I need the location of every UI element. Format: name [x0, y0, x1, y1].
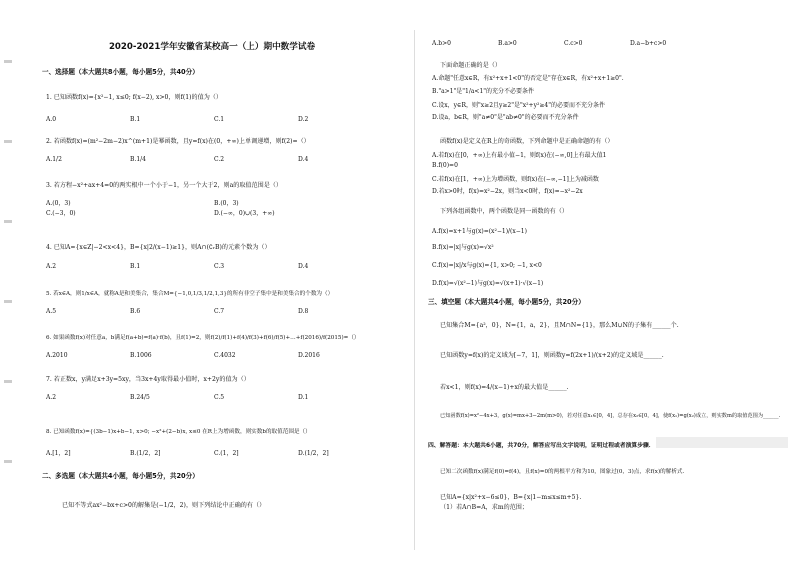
- question-12-option-d: D.f(x)=√(x²−1)与g(x)=√(x+1)·√(x−1): [432, 280, 544, 287]
- question-9: 已知不等式ax²−bx+c>0的解集是(−1/2，2)，则下列结论中正确的有（）: [62, 502, 266, 509]
- option-d: D.(1/2，2]: [298, 450, 329, 457]
- question-11-option-c: C.若f(x)在[1，+∞)上为增函数，则f(x)在(−∞,−1]上为减函数: [432, 176, 599, 183]
- question-8: 8. 已知函数f(x)={(3b−1)x+b−1, x>0; −x²+(2−b)x, x≤0 在R上为增函数，则实数b的取值范围是（）: [46, 429, 311, 435]
- option-b: B.a>0: [498, 40, 517, 47]
- binding-margin: [0, 0, 16, 562]
- option-c: C.(−3，0): [46, 210, 76, 217]
- question-14: 已知函数y=f(x)的定义域为[−7，1]，则函数y=f(2x+1)/(x+2)的定义域是______.: [440, 352, 664, 359]
- question-17: 已知二次函数f(x)满足f(0)=f(4)，且f(x)=0的两根平方和为10，图象过(0，3)点，求f(x)的解析式.: [440, 469, 685, 475]
- page-title: 2020-2021学年安徽省某校高一（上）期中数学试卷: [108, 42, 316, 52]
- question-16: 已知函数f(x)=x²−4x+3，g(x)=mx+3−2m(m>0)，若对任意x₁∈[0，4]，总存在x₂∈[0，4]，使f(x₁)=g(x₂)成立，则实数m的取值范围为______.: [440, 413, 781, 419]
- option-b: B.24/5: [130, 394, 150, 401]
- option-c: C.(1，2]: [214, 450, 239, 457]
- option-d: D.4: [298, 156, 309, 163]
- section-heading-choice: 一、选择题（本大题共8小题，每小题5分，共40分）: [42, 68, 199, 76]
- question-11-option-a: A.若f(x)在[0，+∞)上有最小值−1，则f(x)在(−∞,0]上有最大值1: [432, 152, 607, 159]
- option-d: D.2: [298, 116, 309, 123]
- question-7: 7. 若正数x，y满足x+3y=5xy，当3x+4y取得最小值时，x+2y的值为（）: [46, 376, 250, 383]
- question-10-option-b: B."a>1"是"1/a<1"的充分不必要条件: [432, 88, 535, 95]
- option-a: A.2: [46, 394, 57, 401]
- left-column: [42, 0, 382, 562]
- question-18: 已知A={x|x²+x−6≤0}，B={x|1−m≤x≤m+5}.: [440, 494, 582, 501]
- question-11-option-d: D.若x>0时，f(x)=x²−2x，则当x<0时，f(x)=−x²−2x: [432, 188, 583, 195]
- option-c: C.1: [214, 116, 225, 123]
- option-b: B.(0，3): [214, 200, 239, 207]
- question-1: 1. 已知函数f(x)={x²−1, x≤0; f(x−2), x>0，则f(1)的值为（）: [46, 94, 222, 101]
- option-c: C.4032: [214, 352, 236, 359]
- option-b: B.1: [130, 116, 141, 123]
- option-a: A.b>0: [432, 40, 451, 47]
- option-a: A.0: [46, 116, 57, 123]
- question-2: 2. 若函数f(x)=(m²−2m−2)x^(m+1)是幂函数，且y=f(x)在(0，+∞)上单调递增，则f(2)=（）: [46, 138, 310, 145]
- question-6: 6. 如果函数f(x)对任意a，b满足f(a+b)=f(a)·f(b)，且f(1)=2，则f(2)/f(1)+f(4)/f(3)+f(6)/f(5)+…+f(2016)/f(2015)=（）: [46, 335, 360, 341]
- heading-shade: [656, 437, 788, 448]
- question-4: 4. 已知A={x∈Z|−2<x<4}，B={x|2/(x−1)≥1}，则A∩(∁ᵣB)的元素个数为（）: [46, 244, 271, 251]
- option-b: B.(1/2，2]: [130, 450, 161, 457]
- right-column: [428, 0, 781, 562]
- option-a: A.2010: [46, 352, 68, 359]
- question-13: 已知集合M={a²，0}，N={1，a，2}，且M∩N={1}，那么M∪N的子集有______个.: [440, 322, 679, 329]
- question-18-part-1: （1）若A∩B=A，求m的范围；: [440, 504, 528, 511]
- question-12-option-c: C.f(x)=|x|/x与g(x)={1, x>0; −1, x<0: [432, 262, 542, 269]
- option-c: C.5: [214, 394, 225, 401]
- option-d: D.a−b+c>0: [630, 40, 667, 47]
- question-3: 3. 若方程−x²+ax+4=0的两实根中一个小于−1，另一个大于2，则a的取值范围是（）: [46, 182, 282, 189]
- option-b: B.1/4: [130, 156, 146, 163]
- option-c: C.3: [214, 263, 225, 270]
- section-heading-multi: 二、多选题（本大题共4小题，每小题5分，共20分）: [42, 472, 199, 480]
- question-12-option-a: A.f(x)=x+1与g(x)=(x²−1)/(x−1): [432, 228, 527, 235]
- question-5: 5. 若x∈A，则1/x∈A，就称A是和美集合，集合M={−1,0,1/3,1/2,1,3}的所有非空子集中是和美集合的个数为（）: [46, 291, 334, 297]
- option-a: A.5: [46, 308, 57, 315]
- question-10: 下面命题正确的是（）: [440, 62, 501, 69]
- option-c: C.7: [214, 308, 225, 315]
- option-d: D.4: [298, 263, 309, 270]
- option-c: C.c>0: [564, 40, 583, 47]
- question-11-option-b: B.f(0)=0: [432, 162, 458, 169]
- option-a: A.(0，3): [46, 200, 71, 207]
- question-12: 下列各组函数中，两个函数是同一函数的有（）: [440, 208, 568, 215]
- option-d: D.2016: [298, 352, 320, 359]
- option-a: A.1/2: [46, 156, 62, 163]
- question-12-option-b: B.f(x)=|x|与g(x)=√x²: [432, 244, 494, 251]
- question-10-option-a: A.命题"任意x∈R，有x²+x+1<0"的否定是"存在x∈R，有x²+x+1≥0".: [432, 75, 624, 82]
- question-10-option-c: C.设x，y∈R，则"x≥2且y≥2"是"x²+y²≥4"的必要而不充分条件: [432, 102, 605, 109]
- question-10-option-d: D.设a，b∈R，则"a≠0"是"ab≠0"的必要而不充分条件: [432, 114, 579, 121]
- option-d: D.1: [298, 394, 309, 401]
- section-heading-fill: 三、填空题（本大题共4小题，每小题5分，共20分）: [428, 298, 585, 306]
- option-a: A.2: [46, 263, 57, 270]
- option-b: B.1006: [130, 352, 152, 359]
- question-11: 函数f(x)是定义在R上的奇函数，下列命题中是正确命题的有（）: [440, 138, 614, 145]
- option-b: B.1: [130, 263, 141, 270]
- option-b: B.6: [130, 308, 141, 315]
- option-c: C.2: [214, 156, 225, 163]
- option-a: A.[1，2]: [46, 450, 71, 457]
- section-heading-solve: 四、解答题：本大题共6小题，共70分，解答应写出文字说明，证明过程或者演算步骤．: [428, 443, 655, 449]
- question-15: 若x<1，则f(x)=4/(x−1)+x的最大值是______.: [440, 384, 569, 391]
- column-divider: [414, 30, 415, 550]
- option-d: D.(−∞，0)∪(3，+∞): [214, 210, 275, 217]
- option-d: D.8: [298, 308, 309, 315]
